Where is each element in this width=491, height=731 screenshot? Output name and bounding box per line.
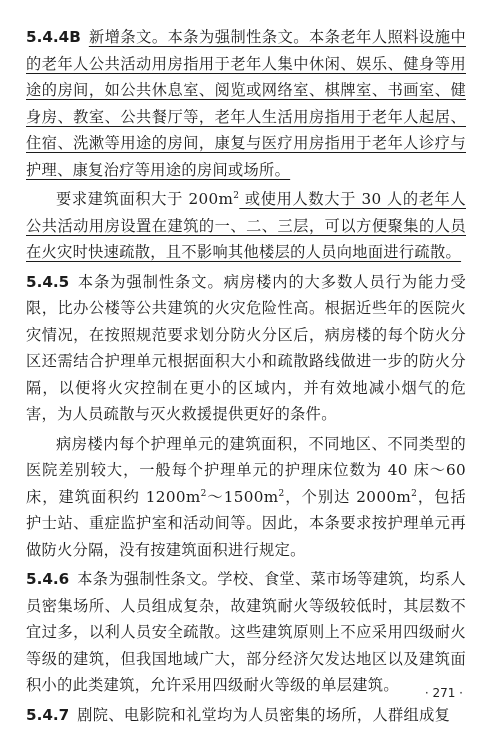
paragraph-nursing-unit <box>26 431 466 564</box>
section-5-4-4b <box>26 24 466 183</box>
para-text: ～1500m <box>206 487 279 506</box>
para-text: 或使用人数大于 30 人的老年人公共活动用房设置在建筑的一、二、三层，可以方便聚集的人员在火灾时快速疏散，且不影响其他楼层的人员向地面进行疏散。 <box>26 190 466 261</box>
superscript: 2 <box>233 190 240 201</box>
superscript: 2 <box>200 488 207 499</box>
section-body: 剧院、电影院和礼堂均为人员密集的场所，人群组成复 <box>77 705 451 724</box>
para-text: ，个别达 2000m <box>284 487 412 506</box>
superscript: 2 <box>411 488 418 499</box>
section-number: 5.4.4B <box>26 28 81 46</box>
section-number: 5.4.5 <box>26 272 70 291</box>
para-text: 要求建筑面积大于 200m <box>56 190 234 208</box>
para-text: ，包括护士站、重症监护室和活动间等。因此，本条要求按护理单元再做防火分隔，没有按建筑面积进行规定。 <box>26 487 466 559</box>
para-text: 病房楼内每个护理单元的建筑面积，不同地区、不同类型的医院差别较大，一般每个护理单元的护理床位数为 40 床～60 床，建筑面积约 1200m <box>26 434 466 506</box>
document-page <box>26 24 466 731</box>
section-body: 本条为强制性条文。学校、食堂、菜市场等建筑，均系人员密集场所、人员组成复杂，故建筑耐火等级较低时，其层数不宜过多，以利人员安全疏散。这些建筑原则上不应采用四级耐火等级的建筑，但我国地域广大，部分经济欠发达地区以及建筑面积小的此类建筑，允许采用四级耐火等级的单层建筑。 <box>26 570 466 694</box>
section-5-4-5 <box>26 269 466 428</box>
section-body: 新增条文。本条为强制性条文。本条老年人照料设施中的老年人公共活动用房指用于老年人集中休闲、娱乐、健身等用途的房间，如公共休息室、阅览或网络室、棋牌室、书画室、健身房、教室、公共餐厅等，老年人生活用房指用于老年人起居、住宿、洗漱等用途的房间，康复与医疗用房指用于老年人诊疗与护理、康复治疗等用途的房间或场所。 <box>26 28 466 179</box>
section-number: 5.4.7 <box>26 705 70 724</box>
section-body: 本条为强制性条文。病房楼内的大多数人员行为能力受限，比办公楼等公共建筑的火灾危险性高。根据近些年的医院火灾情况，在按照规范要求划分防火分区后，病房楼的每个防火分区还需结合护理单元根据面积大小和疏散路线做进一步的防火分隔，以便将火灾控制在更小的区域内，并有效地减小烟气的危害，为人员疏散与灭火救援提供更好的条件。 <box>26 272 466 423</box>
section-number: 5.4.6 <box>26 570 70 588</box>
page-number: · 271 · <box>424 686 463 700</box>
section-5-4-6 <box>26 566 466 699</box>
paragraph-activity-room <box>26 186 466 266</box>
superscript: 2 <box>278 488 285 499</box>
section-5-4-7 <box>26 702 466 729</box>
